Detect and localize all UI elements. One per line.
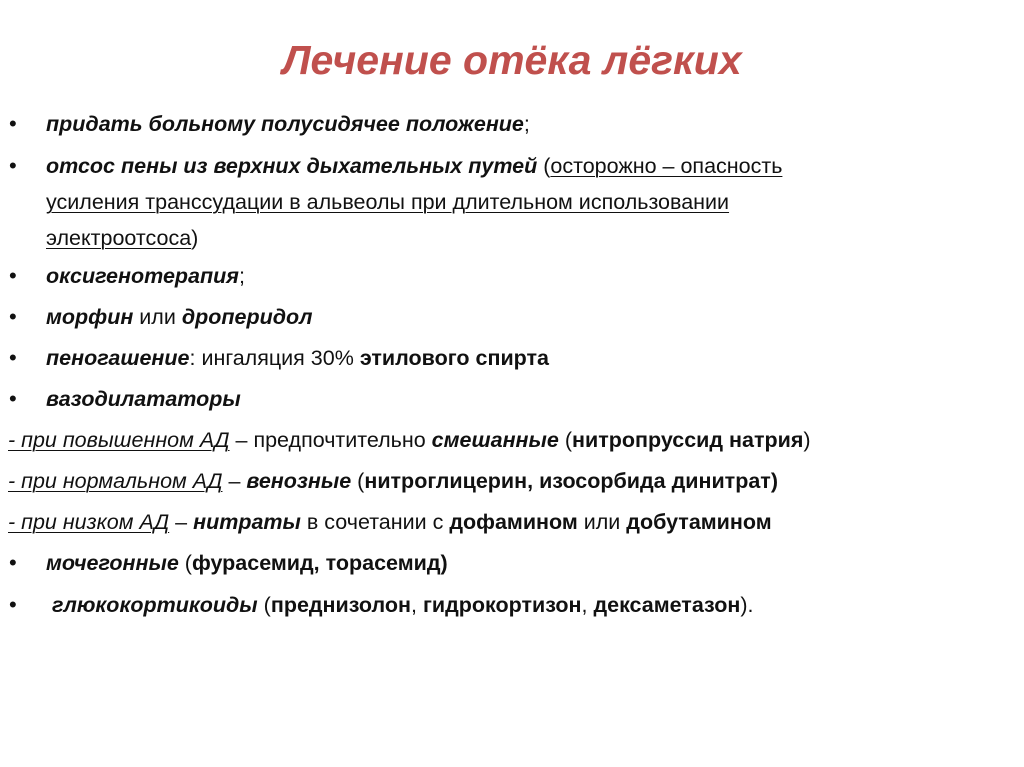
emphasis-text: придать больному полусидячее положение xyxy=(46,112,524,136)
list-item-text xyxy=(8,426,811,454)
plain-text: или xyxy=(133,305,182,329)
emphasis-text: глюкокортикоиды xyxy=(46,593,258,617)
bullet-icon: • xyxy=(9,592,17,617)
bold-text: нитроглицерин, изосорбида динитрат) xyxy=(364,469,778,493)
bold-text: нитропруссид натрия xyxy=(572,428,804,452)
plain-text: : ингаляция 30% xyxy=(189,346,360,370)
underlined-text: - при повышенном АД xyxy=(8,428,230,452)
underlined-text: усиления транссудации в альвеолы при длительном использовании xyxy=(46,190,730,214)
plain-text: ) xyxy=(803,428,811,452)
bullet-icon: • xyxy=(9,263,17,288)
bullet-icon: • xyxy=(9,386,17,411)
plain-text: , xyxy=(581,593,594,617)
list-item-text xyxy=(46,591,753,619)
bold-text: дофамином xyxy=(449,510,578,534)
plain-text: ) xyxy=(191,226,199,250)
emphasis-text: нитраты xyxy=(193,510,301,534)
list-item-text xyxy=(8,467,778,495)
bold-text: преднизолон xyxy=(270,593,411,617)
bullet-icon: • xyxy=(9,550,17,575)
slide-title: Лечение отёка лёгких xyxy=(282,37,742,83)
list-item-text xyxy=(46,110,530,138)
plain-text: – xyxy=(169,510,194,534)
list-item-text xyxy=(46,303,313,331)
bullet-icon: • xyxy=(9,304,17,329)
underlined-text: электроотсоса xyxy=(46,226,192,250)
emphasis-text: отсос пены из верхних дыхательных путей xyxy=(46,154,538,178)
text-line xyxy=(46,152,782,180)
list-item-text xyxy=(46,385,241,413)
bold-text: этилового спирта xyxy=(359,346,549,370)
emphasis-text: вазодилататоры xyxy=(46,387,241,411)
emphasis-text: пеногашение xyxy=(46,346,190,370)
underlined-text: - при низком АД xyxy=(8,510,170,534)
list-item-text xyxy=(46,549,448,577)
emphasis-text: дроперидол xyxy=(181,305,313,329)
bold-text: фурасемид, торасемид) xyxy=(191,551,448,575)
plain-text: ). xyxy=(740,593,754,617)
bullet-icon: • xyxy=(9,153,17,178)
emphasis-text: оксигенотерапия xyxy=(46,264,239,288)
plain-text: – xyxy=(222,469,247,493)
plain-text: ( xyxy=(351,469,365,493)
text-line xyxy=(46,224,782,252)
underlined-text: осторожно – опасность xyxy=(550,154,783,178)
plain-text: , xyxy=(411,593,423,617)
list-item-text xyxy=(46,262,245,290)
emphasis-text: морфин xyxy=(46,305,134,329)
emphasis-text: венозные xyxy=(246,469,352,493)
list-item-text xyxy=(8,508,772,536)
plain-text: ( xyxy=(537,154,551,178)
plain-text: ; xyxy=(238,264,245,288)
underlined-text: - при нормальном АД xyxy=(8,469,223,493)
list-item-text xyxy=(46,152,782,252)
text-line xyxy=(46,188,782,216)
bullet-icon: • xyxy=(9,345,17,370)
plain-text: – предпочтительно xyxy=(229,428,432,452)
plain-text: ( xyxy=(178,551,192,575)
list-item-text xyxy=(46,344,549,372)
emphasis-text: мочегонные xyxy=(46,551,179,575)
plain-text: ; xyxy=(523,112,530,136)
plain-text: в сочетании с xyxy=(300,510,450,534)
plain-text: или xyxy=(577,510,627,534)
plain-text: ( xyxy=(558,428,572,452)
bold-text: добутамином xyxy=(626,510,772,534)
emphasis-text: смешанные xyxy=(431,428,559,452)
bold-text: дексаметазон xyxy=(593,593,741,617)
bullet-icon: • xyxy=(9,111,17,136)
bold-text: гидрокортизон xyxy=(422,593,582,617)
plain-text: ( xyxy=(257,593,271,617)
